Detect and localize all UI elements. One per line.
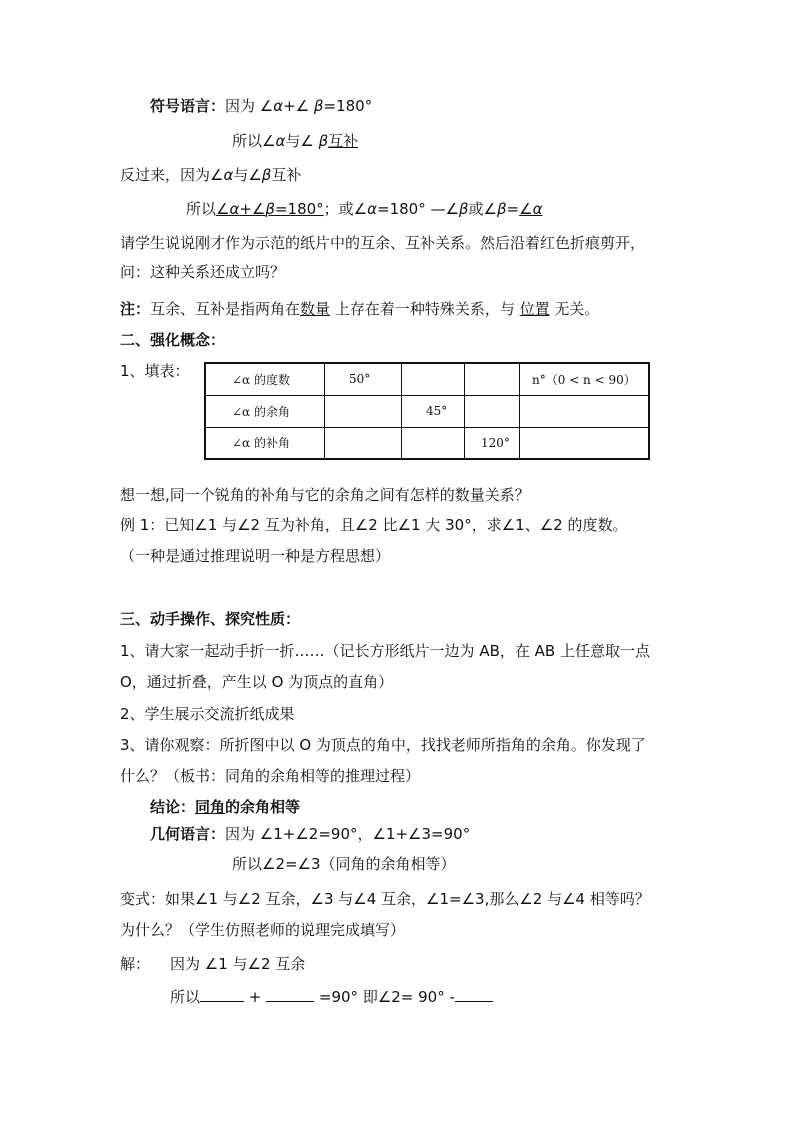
table-row	[205, 363, 649, 395]
think-question: 想一想,同一个锐角的补角与它的余角之间有怎样的数量关系？	[120, 486, 530, 504]
alpha-symbol: α	[273, 97, 284, 115]
note-label: 注：	[120, 300, 151, 318]
angle-sign: ∠	[519, 200, 533, 218]
because-text: 因为 ∠	[225, 97, 274, 115]
table-cell: ∠α 的余角	[205, 395, 325, 427]
beta-symbol: β	[261, 166, 272, 184]
geometric-because-line	[150, 824, 470, 844]
alpha-symbol: α	[367, 200, 377, 218]
or-text: 或∠	[468, 200, 497, 218]
angle-sign: ∠	[216, 200, 230, 218]
so-text: 所以	[170, 988, 201, 1006]
ask-line-1: 请学生说说刚才作为示范的纸片中的互余、互补关系。然后沿着红色折痕剪开，	[120, 234, 646, 252]
separator-text: ；或∠	[323, 200, 368, 218]
quantity-underlined: 数量	[300, 300, 331, 318]
geometric-because: 因为 ∠1+∠2=90°，∠1+∠3=90°	[225, 825, 471, 843]
table-cell: n°（0 < n < 90）	[520, 363, 650, 395]
beta-symbol: β	[318, 132, 329, 150]
alpha-symbol: α	[223, 166, 234, 184]
blank-field-2[interactable]	[266, 987, 314, 1002]
example-line-2: （一种是通过推理说明一种是方程思想）	[120, 547, 391, 565]
table-row	[205, 395, 649, 427]
eq180-text: =180°	[274, 200, 324, 218]
note-text: 互余、互补是指两角在	[150, 300, 301, 318]
table-cell	[520, 427, 650, 459]
alpha-symbol: α	[229, 200, 240, 218]
table-cell: 120°	[465, 427, 520, 459]
table-cell: ∠α 的补角	[205, 427, 325, 459]
conclusion-text: 的余角相等	[225, 798, 301, 816]
geometric-label: 几何语言：	[150, 825, 226, 843]
variant-line-2: 为什么？（学生仿照老师的说理完成填写）	[120, 921, 406, 939]
symbolic-so-line	[232, 131, 358, 151]
note-line	[120, 299, 599, 319]
beta-symbol: β	[458, 200, 469, 218]
geometric-so-line: 所以∠2=∠3（同角的余角相等）	[232, 855, 456, 873]
solution-label: 解：	[120, 955, 151, 973]
section2-title: 二、强化概念：	[120, 331, 226, 349]
ask-line-2: 问：这种关系还成立吗？	[120, 263, 286, 281]
symbolic-because-line	[150, 96, 372, 116]
table-cell	[325, 427, 402, 459]
table-cell: 50°	[325, 363, 402, 395]
section3-item3-line1: 3、请你观察：所折图中以 O 为顶点的角中，找找老师所指角的余角。你发现了	[120, 736, 646, 754]
note-text: 上存在着一种特殊关系，与	[330, 300, 520, 318]
plus-angle-text: +∠	[239, 200, 266, 218]
table-row	[205, 427, 649, 459]
converse-intro-line	[120, 165, 301, 185]
variant-line-1: 变式：如果∠1 与∠2 互余，∠3 与∠4 互余，∠1=∠3,那么∠2 与∠4 相等吗？	[120, 890, 650, 908]
converse-intro: 反过来，因为∠	[120, 166, 224, 184]
eq180-text: =180°	[323, 97, 373, 115]
note-text: 无关。	[549, 300, 600, 318]
section3-item3-line2: 什么？（板书：同角的余角相等的推理过程）	[120, 767, 421, 785]
conclusion-label: 结论：	[150, 798, 196, 816]
with-angle-text: 与∠	[285, 132, 319, 150]
table-cell: 45°	[402, 395, 465, 427]
minus-text: =180° —∠	[377, 200, 459, 218]
solution-so-line	[170, 987, 493, 1007]
blank-field-3[interactable]	[455, 987, 493, 1002]
symbolic-label: 符号语言：	[150, 97, 226, 115]
supplement-underlined: 互补	[328, 132, 359, 150]
converse-so-line	[186, 199, 542, 219]
blank-field-1[interactable]	[200, 987, 244, 1002]
so-text: 所以	[186, 200, 217, 218]
beta-symbol: β	[313, 97, 324, 115]
solution-because: 因为 ∠1 与∠2 互余	[170, 955, 306, 973]
section3-item2: 2、学生展示交流折纸成果	[120, 705, 295, 723]
table-cell	[402, 427, 465, 459]
eq-text: =	[506, 200, 520, 218]
section3-item1-line1: 1、请大家一起动手折一折……（记长方形纸片一边为 AB，在 AB 上任意取一点	[120, 642, 650, 660]
beta-symbol: β	[265, 200, 275, 218]
section3-item1-line2: O，通过折叠，产生以 O 为顶点的直角）	[120, 673, 394, 691]
fill-table-label: 1、填表：	[120, 362, 190, 380]
table-cell: ∠α 的度数	[205, 363, 325, 395]
table-cell	[402, 363, 465, 395]
table-cell	[465, 363, 520, 395]
fill-table	[204, 362, 650, 460]
alpha-symbol: α	[532, 200, 543, 218]
plus-text: +	[244, 988, 267, 1006]
supplement-text: 互补	[271, 166, 302, 184]
so-text: 所以∠	[232, 132, 276, 150]
plus-angle-text: +∠	[283, 97, 314, 115]
example-line-1: 例 1：已知∠1 与∠2 互为补角，且∠2 比∠1 大 30°，求∠1、∠2 的度数。	[120, 516, 628, 534]
conclusion-line	[150, 797, 300, 817]
alpha-underlined	[519, 200, 542, 218]
eq-text: =90° 即∠2= 90° -	[314, 988, 455, 1006]
with-angle-text: 与∠	[233, 166, 262, 184]
table-cell	[465, 395, 520, 427]
position-underlined: 位置	[519, 300, 550, 318]
beta-symbol: β	[496, 200, 507, 218]
table-cell	[325, 395, 402, 427]
same-angle-underlined: 同角	[195, 798, 226, 816]
table-cell	[520, 395, 650, 427]
section3-title: 三、动手操作、探究性质：	[120, 610, 301, 628]
alpha-symbol: α	[275, 132, 286, 150]
sum-underlined	[216, 200, 324, 218]
